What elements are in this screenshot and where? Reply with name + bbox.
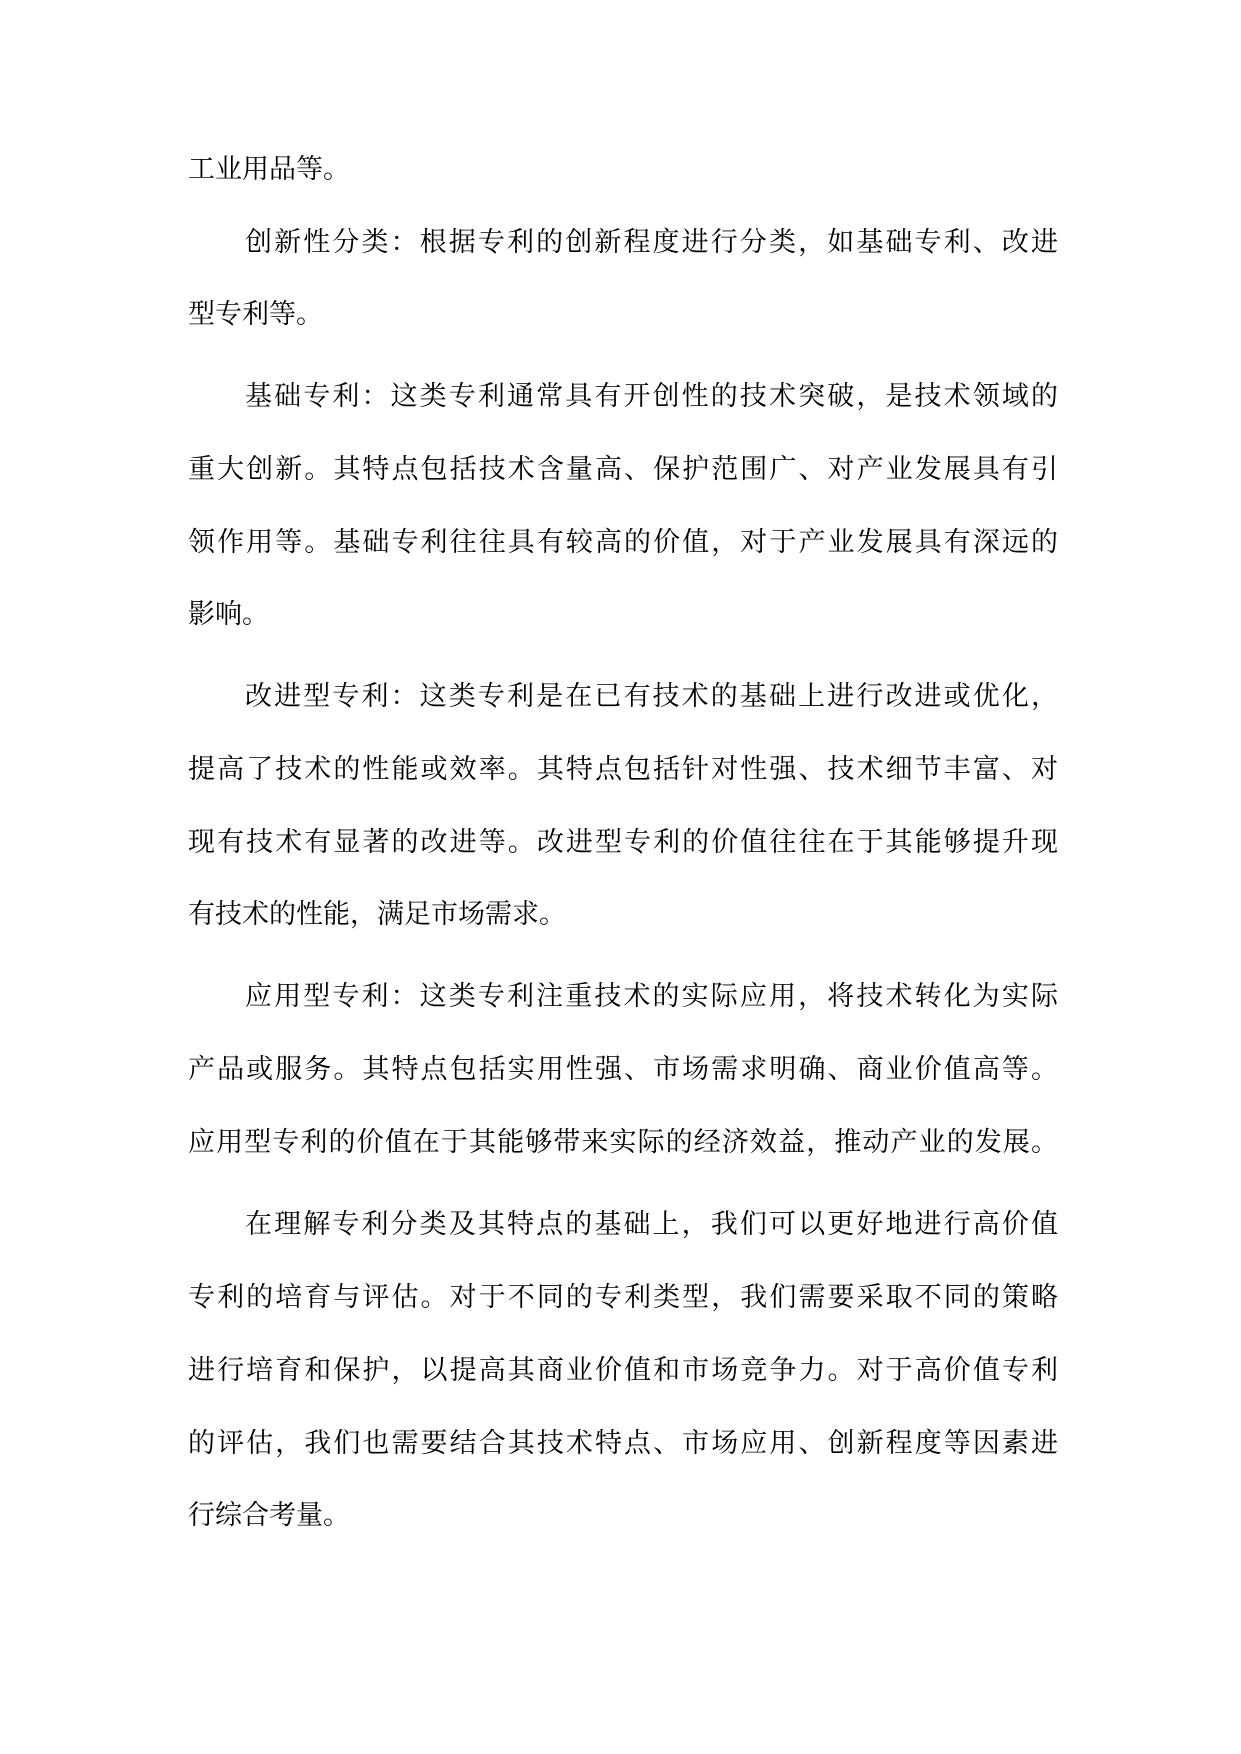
text-line: 领作用等。基础专利往往具有较高的价值，对于产业发展具有深远的 [188, 527, 1058, 558]
text-line: 工业用品等。 [188, 154, 350, 185]
text-line: 应用型专利：这类专利注重技术的实际应用，将技术转化为实际 [245, 981, 1058, 1012]
text-line: 提高了技术的性能或效率。其特点包括针对性强、技术细节丰富、对 [188, 754, 1058, 785]
text-line: 行综合考量。 [188, 1500, 350, 1531]
text-line: 进行培育和保护，以提高其商业价值和市场竞争力。对于高价值专利 [188, 1355, 1058, 1386]
text-line: 在理解专利分类及其特点的基础上，我们可以更好地进行高价值 [245, 1209, 1058, 1240]
text-line: 重大创新。其特点包括技术含量高、保护范围广、对产业发展具有引 [188, 454, 1058, 485]
text-line: 产品或服务。其特点包括实用性强、市场需求明确、商业价值高等。 [188, 1054, 1058, 1085]
text-line: 基础专利：这类专利通常具有开创性的技术突破，是技术领域的 [245, 381, 1058, 412]
text-line: 创新性分类：根据专利的创新程度进行分类，如基础专利、改进 [245, 227, 1058, 258]
text-line: 改进型专利：这类专利是在已有技术的基础上进行改进或优化， [245, 681, 1058, 712]
text-line: 影响。 [188, 599, 269, 630]
text-line: 有技术的性能，满足市场需求。 [188, 899, 566, 930]
text-line: 现有技术有显著的改进等。改进型专利的价值往往在于其能够提升现 [188, 827, 1058, 858]
text-line: 应用型专利的价值在于其能够带来实际的经济效益，推动产业的发展。 [188, 1127, 1058, 1158]
text-line: 型专利等。 [188, 299, 323, 330]
text-line: 专利的培育与评估。对于不同的专利类型，我们需要采取不同的策略 [188, 1282, 1058, 1313]
text-line: 的评估，我们也需要结合其技术特点、市场应用、创新程度等因素进 [188, 1428, 1058, 1459]
